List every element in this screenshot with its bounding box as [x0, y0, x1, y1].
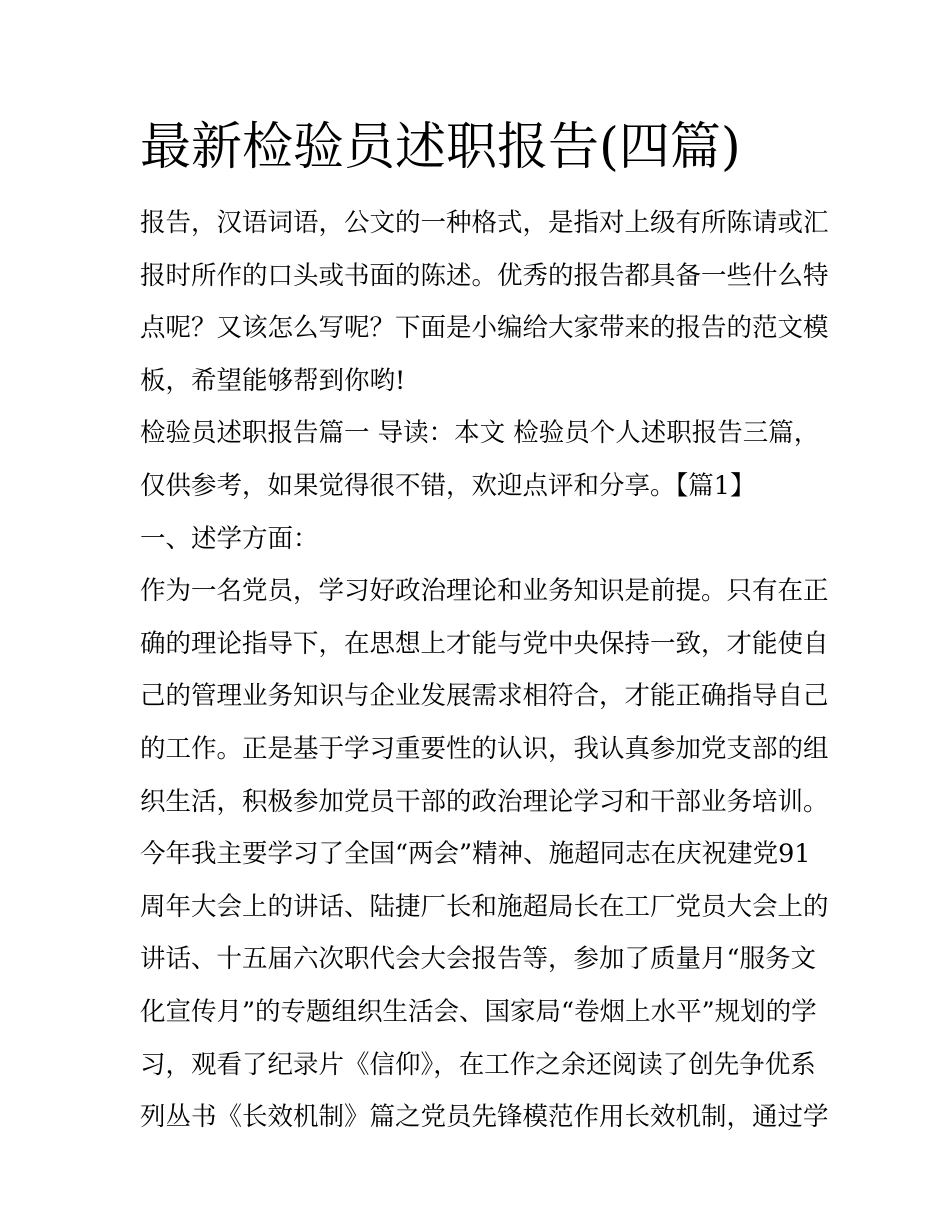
text-line: 报告，汉语词语，公文的一种格式，是指对上级有所陈请或汇	[140, 208, 829, 238]
text-line: 化宣传月”的专题组织生活会、国家局“卷烟上水平”规划的学	[140, 996, 817, 1027]
section-heading: 一、述学方面：	[140, 523, 319, 554]
text-line: 报时所作的口头或书面的陈述。优秀的报告都具备一些什么特	[140, 260, 829, 291]
document-body	[140, 197, 829, 1144]
text-line: 的工作。正是基于学习重要性的认识，我认真参加党支部的组	[140, 733, 829, 764]
text-line: 列丛书《长效机制》篇之党员先锋模范作用长效机制，通过学	[140, 1102, 829, 1133]
text-line: 检验员述职报告篇一 导读：本文 检验员个人述职报告三篇，	[140, 418, 820, 449]
document-title: 最新检验员述职报告(四篇)	[140, 118, 741, 177]
text-line: 板，希望能够帮到你哟!	[140, 365, 406, 396]
text-line: 今年我主要学习了全国“两会”精神、施超同志在庆祝建党91	[140, 839, 811, 870]
text-line: 习，观看了纪录片《信仰》，在工作之余还阅读了创先争优系	[140, 1049, 816, 1080]
text-line: 仅供参考，如果觉得很不错，欢迎点评和分享。【篇1】	[140, 470, 756, 501]
text-line: 织生活，积极参加党员干部的政治理论学习和干部业务培训。	[140, 786, 829, 817]
text-line: 点呢？又该怎么写呢？下面是小编给大家带来的报告的范文模	[140, 313, 829, 344]
text-line: 作为一名党员，学习好政治理论和业务知识是前提。只有在正	[140, 576, 829, 607]
text-line: 确的理论指导下，在思想上才能与党中央保持一致，才能使自	[140, 628, 829, 659]
text-line: 周年大会上的讲话、陆捷厂长和施超局长在工厂党员大会上的	[140, 891, 829, 922]
text-line: 讲话、十五届六次职代会大会报告等，参加了质量月“服务文	[140, 944, 817, 975]
text-line: 己的管理业务知识与企业发展需求相符合，才能正确指导自己	[140, 681, 829, 712]
